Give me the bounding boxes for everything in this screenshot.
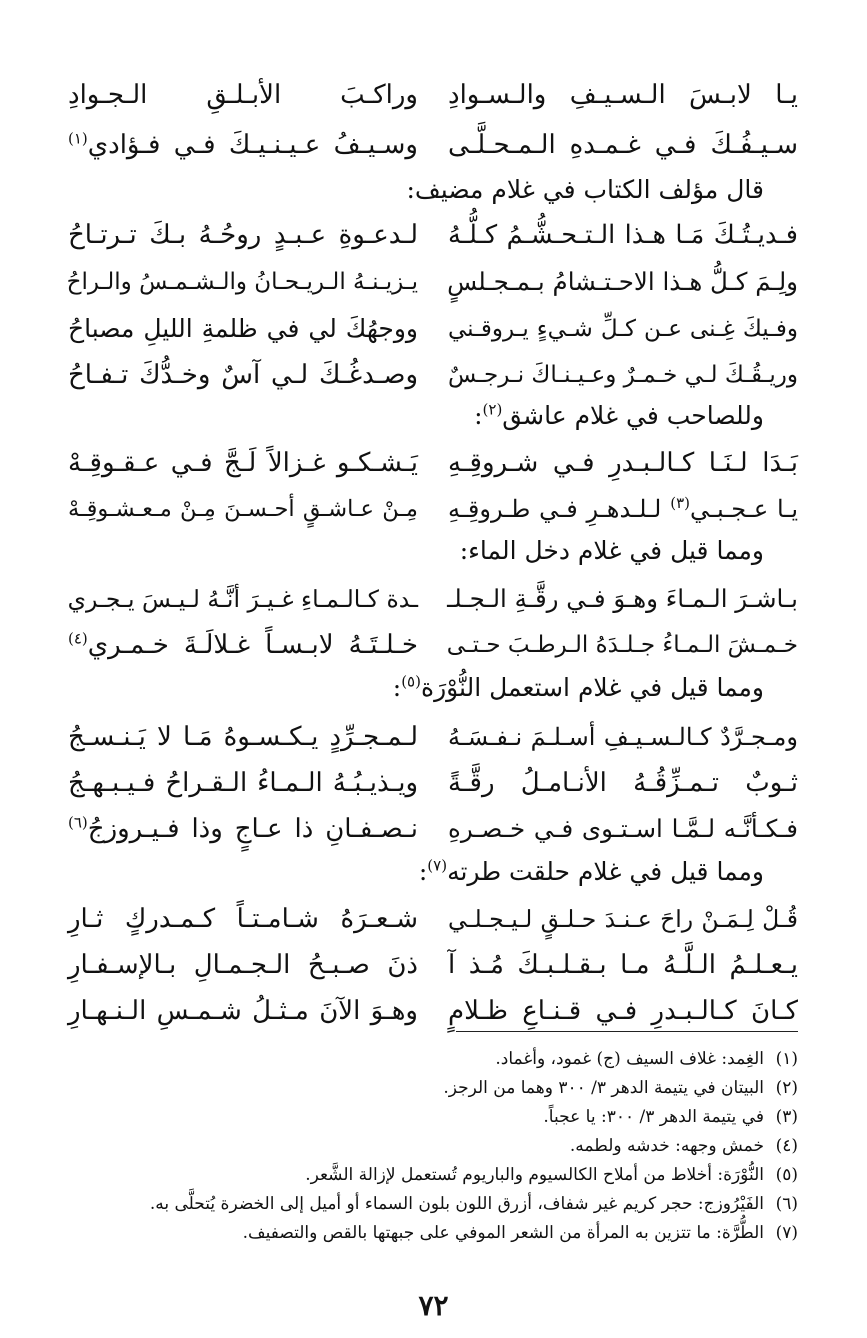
footnote-number: (٦)	[775, 1194, 798, 1214]
hemistich-text: يـا عـجـبـي	[689, 495, 798, 523]
first-hemistich: خـمـشَ الـمـاءُ جـلـدَهُ الـرطـبَ حـتـى	[446, 632, 798, 658]
footnote	[58, 1133, 798, 1159]
second-hemistich: شـعـرَهُ شـامـتـاً كـمـدركٍ ثـارِ	[68, 904, 418, 934]
footnote-marker: (٥)	[401, 672, 421, 691]
footnote-text: النُّوْرَة: أخلاط من أملاح الكالسيوم والباريوم تُستعمل لإزالة الشَّعر.	[305, 1165, 764, 1185]
first-hemistich: فـديـتُـكَ مَـا هـذا الـتـحـشُّـمُ كـلُّـهُ	[448, 220, 798, 250]
verse-line	[68, 486, 798, 532]
footnote-number: (٢)	[775, 1078, 798, 1098]
second-hemistich: ـدة كـالـمـاءِ غـيـرَ أنَّـهُ لـيـسَ يـجـري	[67, 585, 418, 613]
verse-line	[68, 440, 798, 486]
first-hemistich: ثـوبٌ تـمـزِّقُـهُ الأنـامـلُ رقَّـةً	[448, 768, 798, 798]
footnote-number: (١)	[775, 1049, 798, 1069]
footnote-number: (٧)	[775, 1223, 798, 1243]
footnote-text: في يتيمة الدهر ٣/ ٣٠٠: يا عجباً.	[543, 1107, 764, 1127]
poem-introduction: ومما قيل في غلام دخل الماء:	[459, 536, 764, 565]
hemistich-text: نـصـفـانِ ذا عـاجٍ وذا فـيـروزجُ	[87, 814, 418, 844]
page-number: ٧٢	[418, 1289, 449, 1322]
footnote	[58, 1220, 798, 1246]
footnote-marker: (٦)	[68, 813, 88, 832]
second-hemistich	[68, 806, 418, 852]
verse-line	[68, 352, 798, 398]
footnote	[58, 1191, 798, 1217]
verse-line	[68, 122, 798, 168]
footnote-marker: (٣)	[670, 494, 690, 512]
first-hemistich: سـيـفُـكَ فـي غـمـدهِ الـمـحـلَّـى	[448, 130, 798, 160]
verse-line	[68, 212, 798, 258]
first-hemistich: ومـجـرَّدٌ كـالـسـيـفِ أسـلـمَ نـفـسَـهُ	[448, 723, 798, 751]
footnote-text: الطُّرَّة: ما تتزين به المرأة من الشعر الموفي على جبهتها بالقص والتصفيف.	[242, 1223, 764, 1243]
second-hemistich: وصـدغُـكَ لـي آسٌ وخـدُّكَ تـفـاحُ	[68, 360, 418, 390]
first-hemistich: ولِـمَ كـلُّ هـذا الاحـتـشامُ بـمـجـلسٍ	[447, 267, 798, 296]
verse-line	[68, 576, 798, 622]
poem-introduction: قال مؤلف الكتاب في غلام مضيف:	[406, 175, 764, 204]
footnote-marker: (١)	[68, 129, 88, 148]
footnote-number: (٣)	[775, 1107, 798, 1127]
footnote-number: (٥)	[775, 1165, 798, 1185]
footnote-text: البيتان في يتيمة الدهر ٣/ ٣٠٠ وهما من الرجز.	[443, 1078, 764, 1098]
poem-introduction	[393, 668, 764, 708]
footnote-marker: (٧)	[427, 856, 448, 875]
introduction-text: ومما قيل في غلام حلقت طرته	[447, 857, 764, 886]
footnote-marker: (٤)	[68, 629, 88, 648]
second-hemistich	[68, 122, 418, 168]
verse-line	[68, 622, 798, 668]
verse-line	[68, 988, 798, 1034]
verse-line	[68, 259, 798, 305]
introduction-colon: :	[474, 401, 483, 430]
verse-line	[68, 714, 798, 760]
verse-line	[68, 306, 798, 352]
verse-line	[68, 760, 798, 806]
footnote-text: الفَيْرُوزج: حجر كريم غير شفاف، أزرق اللون بلون السماء أو أميل إلى الخضرة يُتحلَّى به.	[149, 1194, 764, 1214]
first-hemistich: قُـلْ لِـمَـنْ راحَ عـنـدَ حـلـقٍ لـيـجـلـي	[448, 905, 798, 933]
footnote	[58, 1162, 798, 1188]
first-hemistich: يـا لابـسَ الـسـيـفِ والـسـوادِ	[448, 80, 798, 110]
hemistich-text: وسـيـفُ عـيـنـيـكَ فـي فـؤادي	[87, 130, 418, 160]
footnote-marker: (٢)	[482, 400, 503, 419]
second-hemistich: ويـذيـبُـهُ الـمـاءُ الـقـراحُ فـيـبـهـجُ	[68, 768, 418, 798]
second-hemistich: لـدعـوةِ عـبـدٍ روحُـهُ بـكَ تـرتـاحُ	[68, 220, 418, 250]
verse-line	[68, 942, 798, 988]
introduction-text: وللصاحب في غلام عاشق	[502, 401, 764, 430]
poem-introduction	[474, 396, 764, 436]
second-hemistich: يَـشـكـو غـزالاً لَـجَّ فـي عـقـوقِـهْ	[68, 448, 418, 478]
introduction-colon: :	[392, 673, 402, 702]
hemistich-text-continued: لـلـدهـرِ فـي طـروقِـهِ	[448, 495, 662, 523]
second-hemistich	[68, 622, 418, 668]
footnote-text: خمش وجهه: خدشه ولطمه.	[569, 1136, 764, 1156]
introduction-colon: :	[418, 857, 428, 886]
footnote	[58, 1075, 798, 1101]
second-hemistich: ذنَ صـبـحُ الـجـمـالِ بـالإسـفـارِ	[68, 950, 418, 980]
first-hemistich: فـكـأنَّـه لـمَّـا اسـتـوى فـي خـصـرهِ	[448, 814, 798, 843]
second-hemistich: ووجهُكَ لي في ظلمةِ الليلِ مصباحُ	[68, 314, 418, 343]
first-hemistich: كـانَ كـالـبـدرِ فـي قـنـاعِ ظـلامٍ	[448, 996, 798, 1026]
first-hemistich: بـاشـرَ الـمـاءَ وهـوَ فـي رقَّـةِ الـجـلـ	[447, 584, 798, 613]
verse-line	[68, 72, 798, 118]
footnote-number: (٤)	[775, 1136, 798, 1156]
hemistich-text: خـلـتَـهُ لابـسـاً غـلالَـةَ خـمـري	[87, 630, 418, 660]
second-hemistich: يـزيـنـهُ الـريـحـانُ والـشـمـسُ والـراحُ	[66, 269, 418, 295]
second-hemistich: مِـنْ عـاشـقٍ أحـسـنَ مِـنْ مـعـشـوقِـهْ	[68, 496, 418, 522]
footnote	[58, 1104, 798, 1130]
first-hemistich: وفـيكَ غِـنى عـن كـلِّ شـيءٍ يـروقـني	[448, 316, 798, 342]
first-hemistich: بَـدَا لـنَـا كـالـبـدرِ فـي شـروقِـهِ	[448, 448, 798, 478]
verse-line	[68, 806, 798, 852]
second-hemistich: وهـوَ الآنَ مـثـلُ شـمـسِ الـنـهـارِ	[68, 996, 418, 1026]
second-hemistich: لـمـجـرِّدٍ يـكـسـوهُ مَـا لا يَـنـسـجُ	[68, 722, 418, 752]
footnote	[58, 1046, 798, 1072]
second-hemistich: وراكـبَ الأبـلـقِ الـجـوادِ	[68, 80, 418, 110]
poem-introduction	[419, 852, 764, 892]
introduction-text: ومما قيل في غلام استعمل النُّوْرَة	[420, 673, 764, 702]
first-hemistich: يـعـلـمُ الـلَّـهُ مـا بـقـلـبـكَ مُـذ آ	[448, 950, 798, 980]
footnote-text: الغِمد: غلاف السيف (ج) غمود، وأغماد.	[495, 1049, 764, 1069]
first-hemistich	[448, 486, 798, 532]
footnote-separator	[456, 1031, 798, 1032]
verse-line	[68, 896, 798, 942]
first-hemistich: وريـقُـكَ لـي خـمـرٌ وعـيـنـاكَ نـرجـسٌ	[448, 362, 798, 388]
